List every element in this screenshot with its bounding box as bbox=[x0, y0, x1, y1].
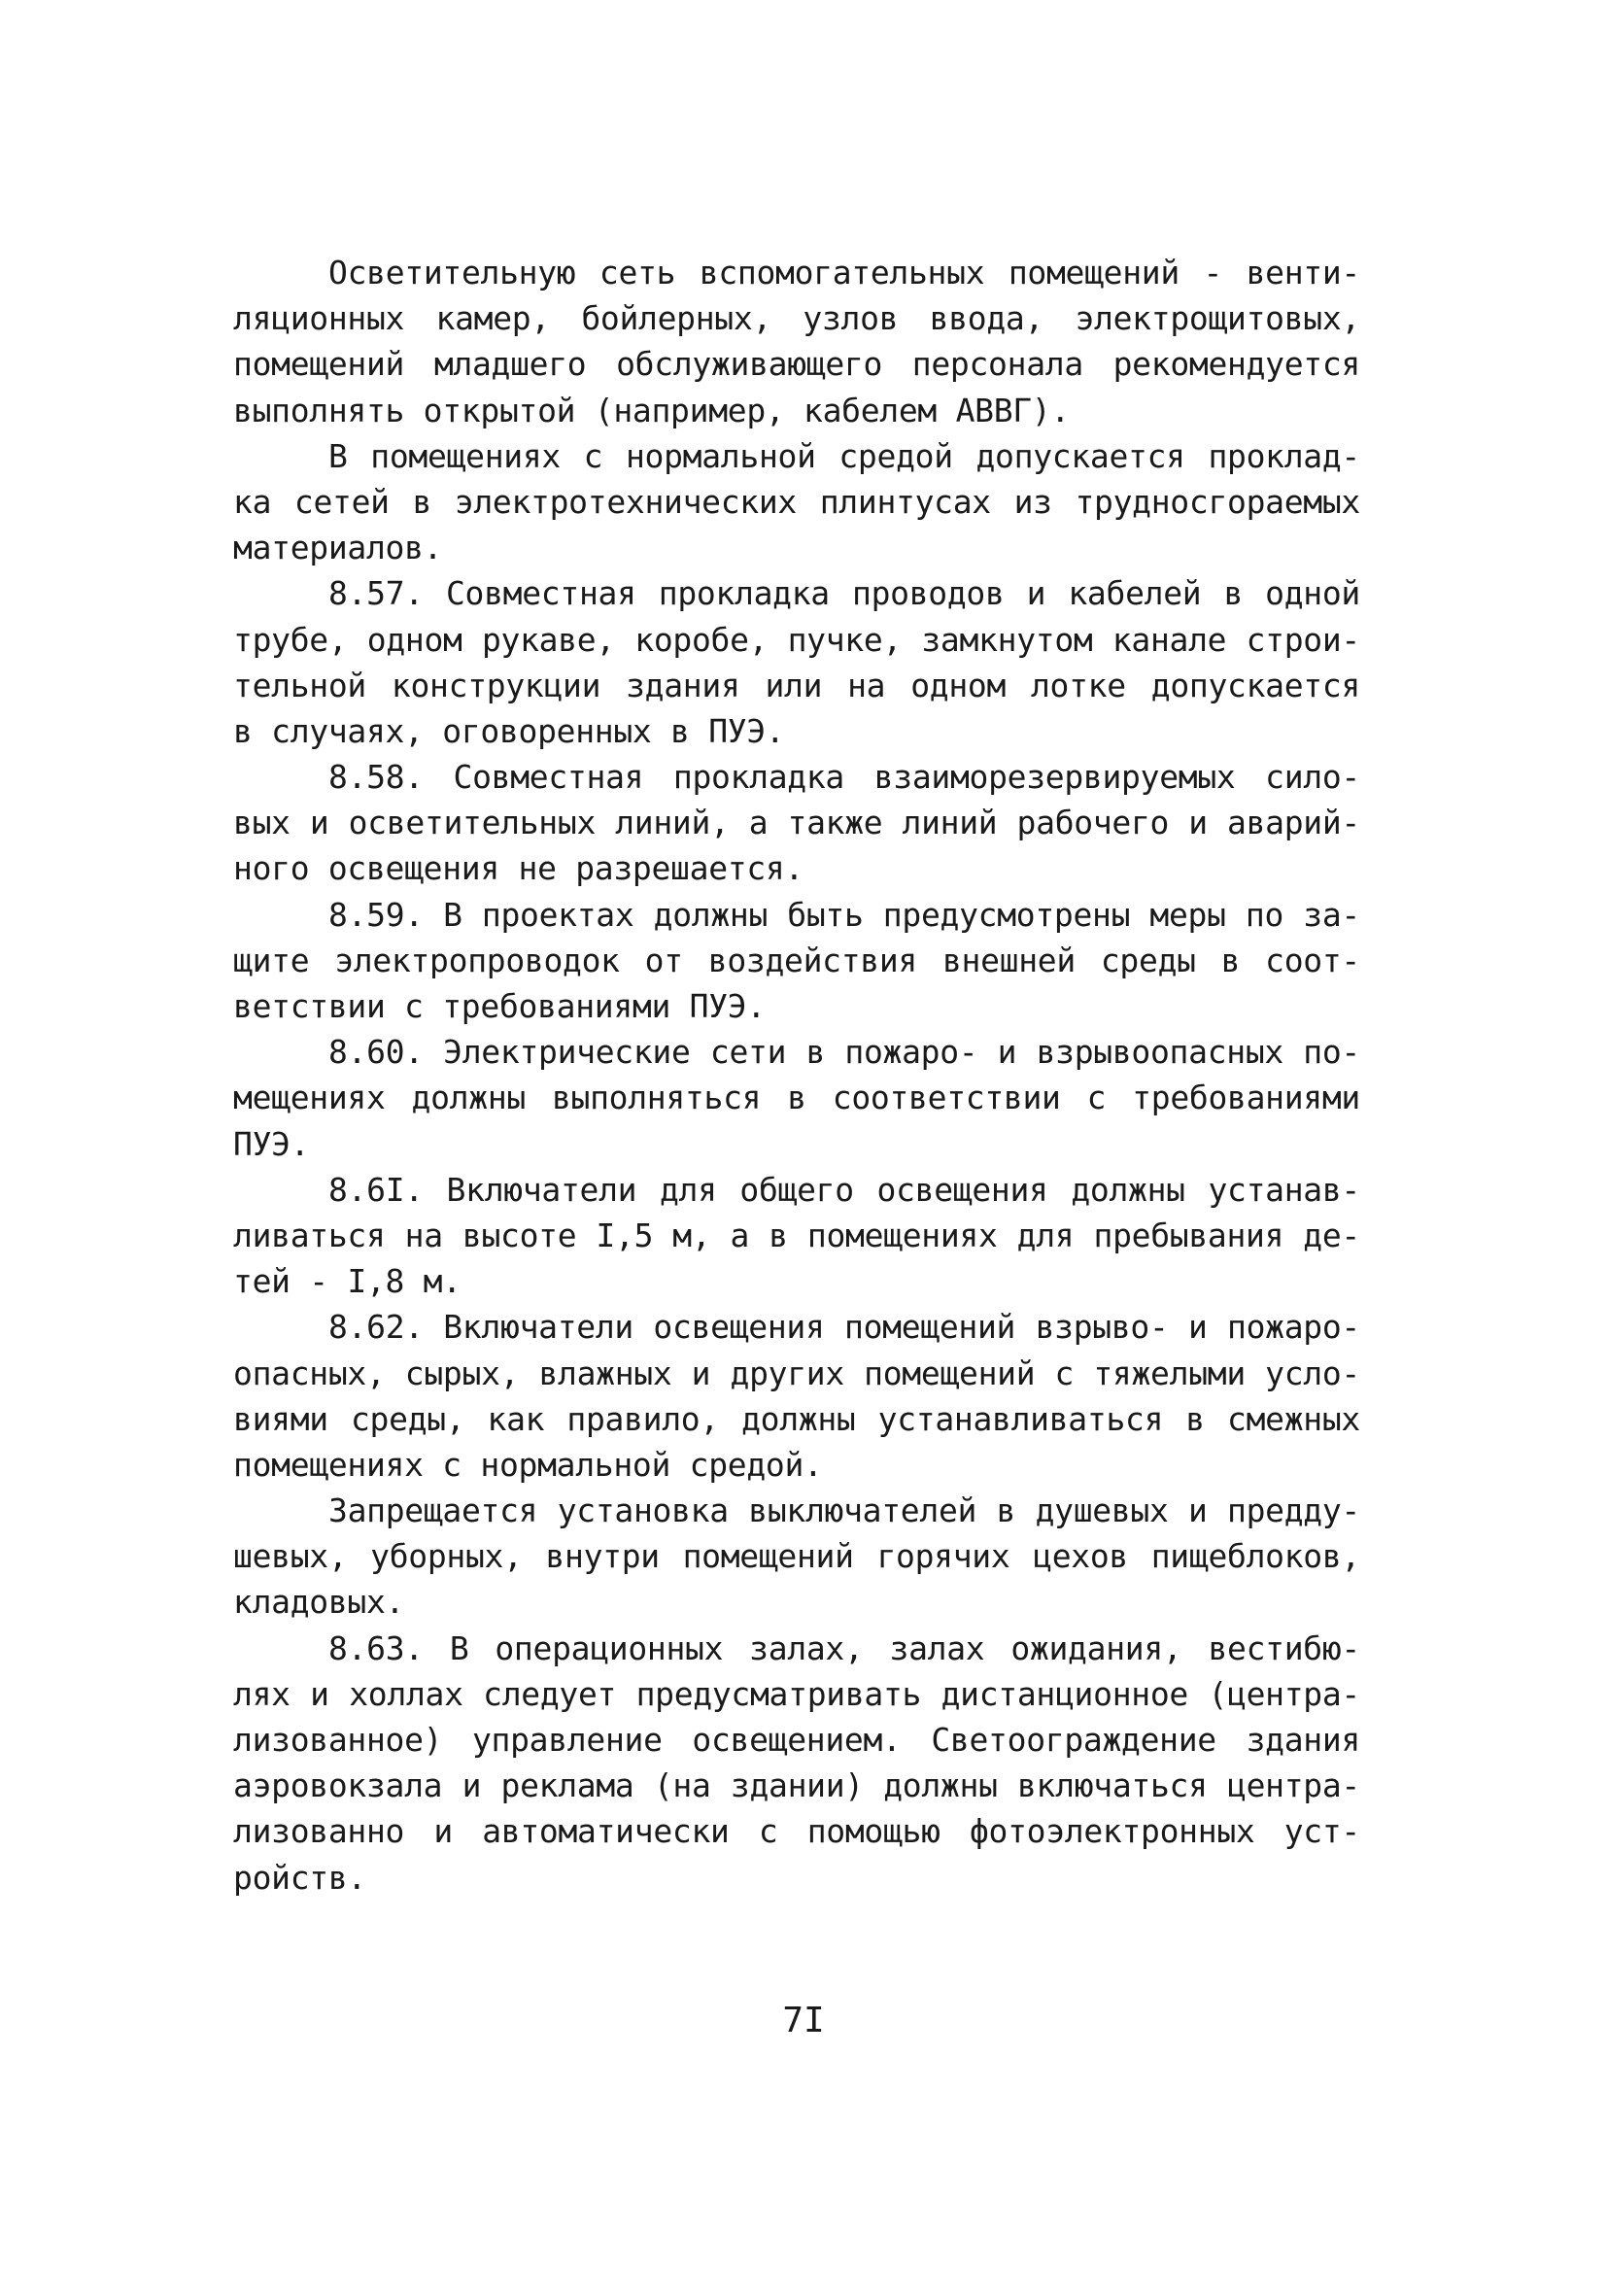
text-line: помещений младшего обслуживающего персонала рекомендуется bbox=[233, 345, 1360, 384]
text-line: ляционных камер, бойлерных, узлов ввода, электрощитовых, bbox=[233, 299, 1360, 338]
text-line: лизованно и автоматически с помощью фотоэлектронных уст- bbox=[233, 1812, 1360, 1851]
text-line: ка сетей в электротехнических плинтусах из трудносгораемых bbox=[233, 482, 1360, 521]
text-line: Запрещается установка выключателей в душевых и предду- bbox=[328, 1491, 1360, 1530]
page-number: 7I bbox=[782, 2001, 825, 2040]
text-line: ройств. bbox=[233, 1858, 366, 1897]
text-line: щите электропроводок от воздействия внешней среды в соот- bbox=[233, 941, 1360, 979]
text-line: помещениях с нормальной средой. bbox=[233, 1445, 823, 1484]
text-line: лях и холлах следует предусматривать дистанционное (центра- bbox=[233, 1674, 1360, 1713]
text-line: трубе, одном рукаве, коробе, пучке, замкнутом канале строи- bbox=[233, 620, 1360, 659]
text-line: опасных, сырых, влажных и других помещений с тяжелыми усло- bbox=[233, 1354, 1360, 1392]
text-line: мещениях должны выполняться в соответствии с требованиями bbox=[233, 1079, 1360, 1117]
text-line: тельной конструкции здания или на одном лотке допускается bbox=[233, 666, 1360, 704]
text-line: шевых, уборных, внутри помещений горячих цехов пищеблоков, bbox=[233, 1537, 1360, 1576]
text-line: тей - I,8 м. bbox=[233, 1262, 462, 1301]
text-line: лизованное) управление освещением. Светоограждение здания bbox=[233, 1721, 1360, 1759]
text-line: кладовых. bbox=[233, 1583, 405, 1622]
text-line: в случаях, оговоренных в ПУЭ. bbox=[233, 711, 785, 750]
text-line: 8.59. В проектах должны быть предусмотрены меры по за- bbox=[328, 895, 1360, 934]
text-line: аэровокзала и реклама (на здании) должны включаться центра- bbox=[233, 1766, 1360, 1805]
text-line: Осветительную сеть вспомогательных помещений - венти- bbox=[328, 254, 1360, 291]
text-line: В помещениях с нормальной средой допускается проклад- bbox=[328, 436, 1360, 475]
text-line: ливаться на высоте I,5 м, а в помещениях для пребывания де- bbox=[233, 1216, 1360, 1254]
text-line: выполнять открытой (например, кабелем АВВГ). bbox=[233, 391, 1070, 429]
text-line: ного освещения не разрешается. bbox=[233, 849, 804, 888]
text-line: 8.6I. Включатели для общего освещения должны устанав- bbox=[328, 1170, 1360, 1209]
text-line: 8.63. В операционных залах, залах ожидания, вестибю- bbox=[328, 1628, 1360, 1667]
text-line: ПУЭ. bbox=[233, 1124, 310, 1163]
text-line: 8.57. Совместная прокладка проводов и кабелей в одной bbox=[328, 574, 1360, 613]
text-line: вых и осветительных линий, а также линий рабочего и аварий- bbox=[233, 804, 1360, 842]
text-line: 8.58. Совместная прокладка взаиморезервируемых сило- bbox=[328, 758, 1360, 797]
text-line: материалов. bbox=[233, 529, 443, 567]
body-text bbox=[233, 250, 1360, 1901]
text-line: ветствии с требованиями ПУЭ. bbox=[233, 987, 766, 1025]
text-line: 8.60. Электрические сети в пожаро- и взрывоопасных по- bbox=[328, 1033, 1360, 1072]
text-line: 8.62. Включатели освещения помещений взрыво- и пожаро- bbox=[328, 1308, 1360, 1347]
text-line: виями среды, как правило, должны устанавливаться в смежных bbox=[233, 1399, 1360, 1438]
